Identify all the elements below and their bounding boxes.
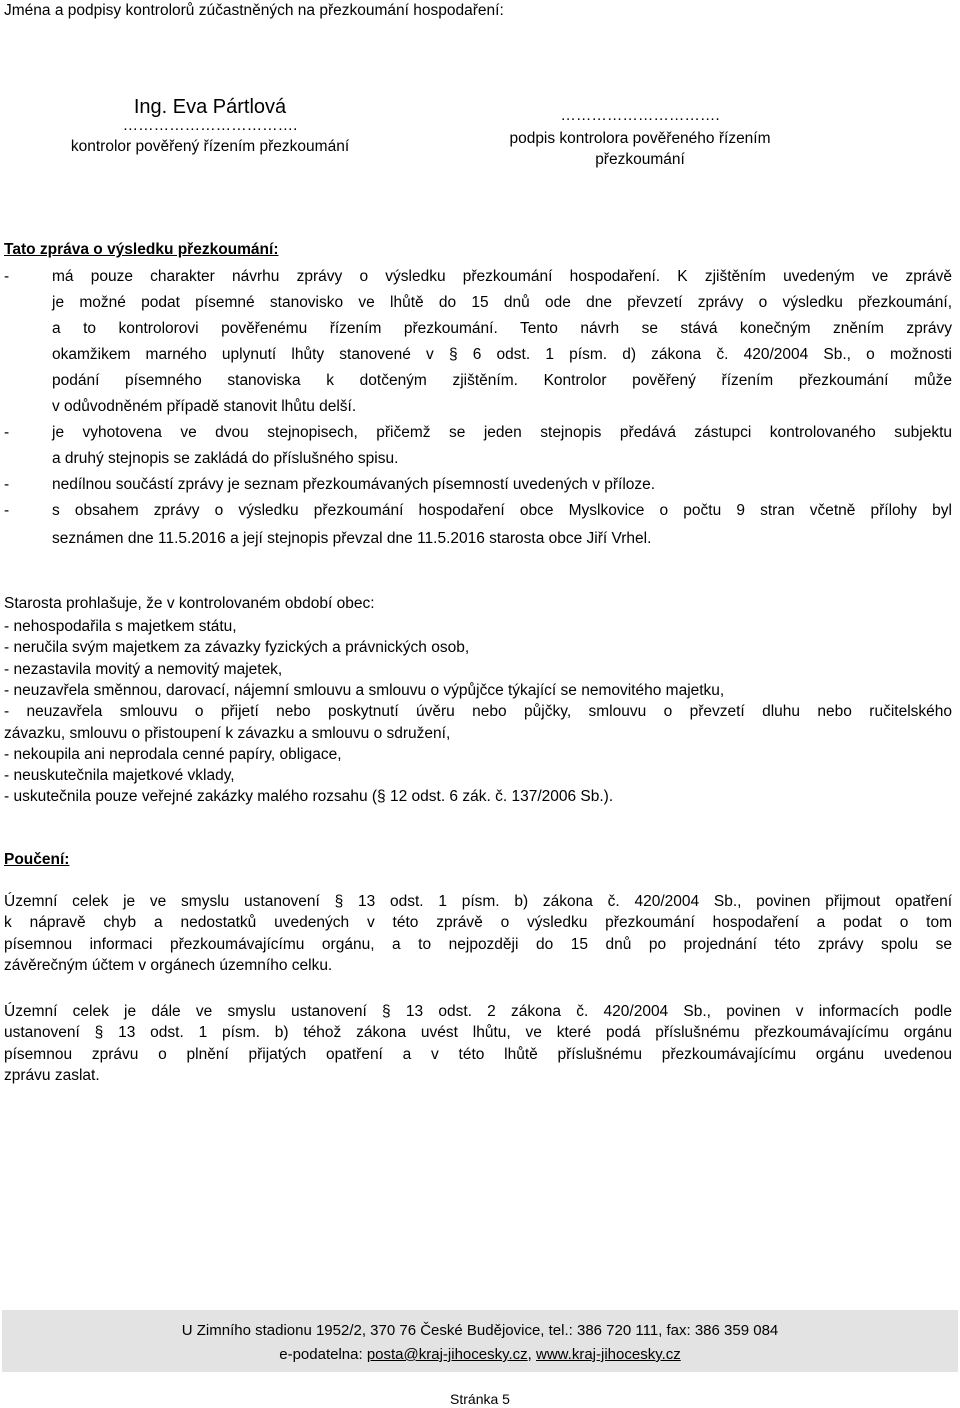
text-line: - nehospodařila s majetkem státu, xyxy=(4,618,237,635)
page-number: Stránka 5 xyxy=(450,1391,510,1407)
text-line: - neručila svým majetkem za závazky fyzických a právnických osob, xyxy=(4,639,470,657)
text-line: zprávu zaslat. xyxy=(4,1066,100,1084)
text-line: Územní celek je ve smyslu ustanovení § 13 odst. 1 písm. b) zákona č. 420/2004 Sb., povinen přijmout opatření xyxy=(4,893,952,910)
separator: , xyxy=(527,1346,532,1363)
report-item-line: okamžikem marného uplynutí lhůty stanovené v § 6 odst. 1 písm. d) zákona č. 420/2004 Sb., o možnosti xyxy=(52,346,952,363)
web-link[interactable]: www.kraj-jihocesky.cz xyxy=(536,1346,681,1363)
signature-role-line1: podpis kontrolora pověřeného řízením xyxy=(509,130,771,147)
report-item-line: má pouze charakter návrhu zprávy o výsledku přezkoumání hospodaření. K zjištěním uvedeným ve zprávě xyxy=(52,268,952,285)
text-line: písemnou informaci přezkoumávajícímu orgánu, a to nejpozději do 15 dnů po projednání této zprávy spolu se xyxy=(4,935,952,953)
epodatelna-label: e-podatelna: xyxy=(279,1346,363,1363)
report-item-line: s obsahem zprávy o výsledku přezkoumání hospodaření obce Myslkovice o počtu 9 stran včetně přílohy byl xyxy=(52,502,952,519)
text-line: - nezastavila movitý a nemovitý majetek, xyxy=(4,660,283,678)
report-item-line: je vyhotovena ve dvou stejnopisech, přičemž se jeden stejnopis předává zástupci kontrolovaného subjektu xyxy=(52,424,952,441)
signature-left xyxy=(20,96,400,156)
signature-role-line2: přezkoumání xyxy=(595,151,685,168)
signature-dots: …………………………. xyxy=(560,107,720,124)
text-line: - nekoupila ani neprodala cenné papíry, obligace, xyxy=(4,745,342,763)
text-line: ustanovení § 13 odst. 1 písm. b) téhož zákona uvést lhůtu, ve které podá příslušnému přezkoumávajícímu orgánu xyxy=(4,1024,952,1042)
section-heading: Jména a podpisy kontrolorů zúčastněných na přezkoumání hospodaření: xyxy=(4,2,504,19)
signature-dots: ……………………………. xyxy=(122,117,298,134)
signature-right xyxy=(460,107,820,169)
page-footer xyxy=(2,1310,958,1372)
email-link[interactable]: posta@kraj-jihocesky.cz xyxy=(366,1346,528,1363)
text-line: písemnou zprávu o plnění přijatých opatření a v této lhůtě příslušnému přezkoumávajícímu orgánu uvedenou xyxy=(4,1045,952,1063)
footer-address: U Zimního stadionu 1952/2, 370 76 České Budějovice, tel.: 386 720 111, fax: 386 359 084 xyxy=(181,1322,779,1339)
report-item-line: podání písemného stanoviska k dotčeným zjištěním. Kontrolor pověřený řízením přezkoumání může xyxy=(52,372,952,389)
text-line: - neuzavřela smlouvu o přijetí nebo poskytnutí úvěru nebo půjčky, smlouvu o převzetí dluhu nebo ručitelského xyxy=(4,703,952,721)
text-line: - neuzavřela směnnou, darovací, nájemní smlouvu a smlouvu o výpůjčce týkající se nemovitého majetku, xyxy=(4,681,725,699)
report-title: Tato zpráva o výsledku přezkoumání: xyxy=(4,241,279,258)
instruction-title: Poučení: xyxy=(4,851,70,868)
text-line: - neuskutečnila majetkové vklady, xyxy=(4,767,235,785)
text-line: k nápravě chyb a nedostatků uvedených v této zprávě o výsledku přezkoumání hospodaření a podat o tom xyxy=(4,914,952,932)
text-line: - uskutečnila pouze veřejné zakázky malého rozsahu (§ 12 odst. 6 zák. č. 137/2006 Sb.). xyxy=(4,788,614,806)
report-item-line: nedílnou součástí zprávy je seznam přezkoumávaných písemností uvedených v příloze. xyxy=(52,476,656,493)
mayor-intro: Starosta prohlašuje, že v kontrolovaném období obec: xyxy=(4,595,375,612)
text-line: Územní celek je dále ve smyslu ustanovení § 13 odst. 2 zákona č. 420/2004 Sb., povinen v informacích podle xyxy=(4,1003,952,1020)
text-line: závěrečným účtem v orgánech územního celku. xyxy=(4,956,333,974)
text-line: závazku, smlouvu o přistoupení k závazku a smlouvu o sdružení, xyxy=(4,724,451,742)
bullet-dash: - xyxy=(4,502,10,519)
footer-contacts xyxy=(2,1346,958,1363)
report-item-line: a druhý stejnopis se zakládá do příslušného spisu. xyxy=(52,450,399,467)
inspector-name: Ing. Eva Pártlová xyxy=(133,96,287,118)
bullet-dash: - xyxy=(4,268,10,285)
report-item-line: v odůvodněném případě stanovit lhůtu delší. xyxy=(52,398,357,415)
bullet-dash: - xyxy=(4,476,10,493)
bullet-dash: - xyxy=(4,424,10,441)
report-item-line: je možné podat písemné stanovisko ve lhůtě do 15 dnů ode dne převzetí zprávy o výsledku přezkoumání, xyxy=(52,294,952,311)
report-item-line: a to kontrolorovi pověřenému řízením přezkoumání. Tento návrh se stává konečným zněním zprávy xyxy=(52,320,952,337)
inspector-role: kontrolor pověřený řízením přezkoumání xyxy=(70,138,350,155)
report-item-line: seznámen dne 11.5.2016 a její stejnopis převzal dne 11.5.2016 starosta obce Jiří Vrhel. xyxy=(52,530,652,547)
